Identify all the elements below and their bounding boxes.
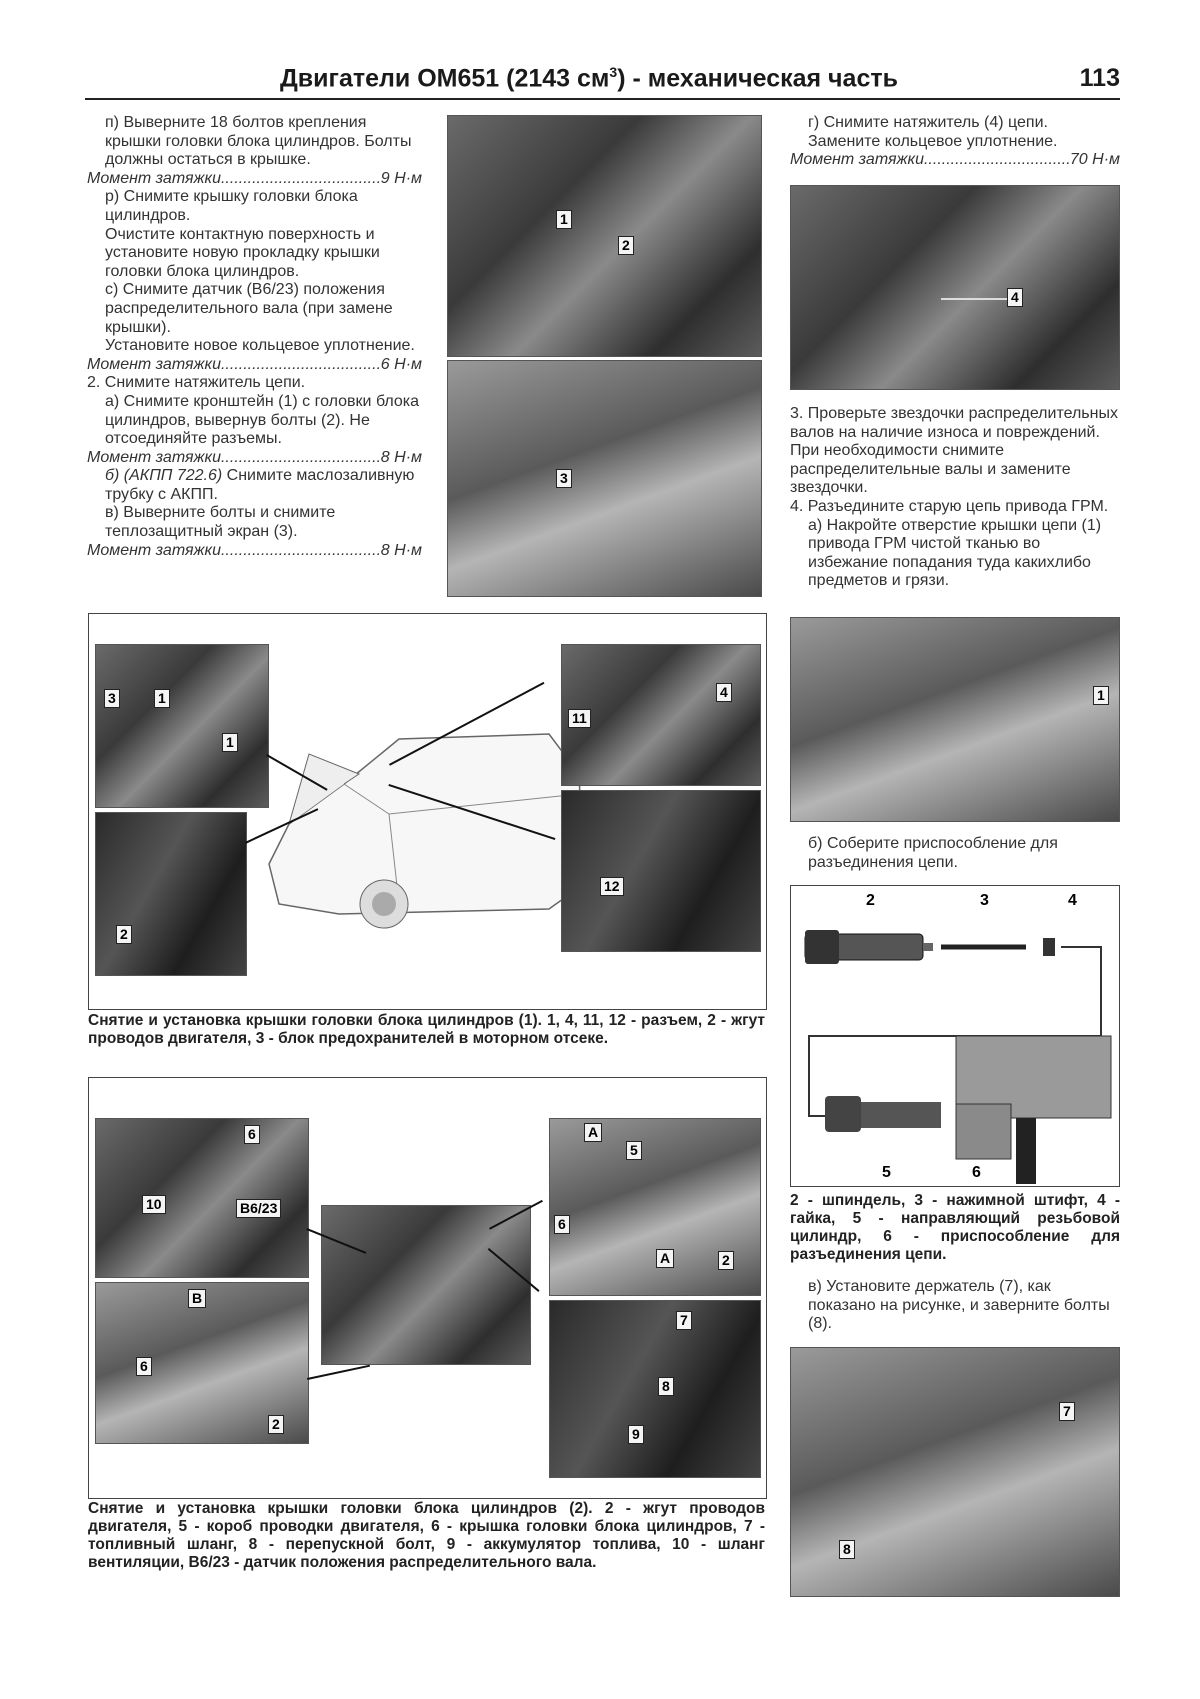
photo-connector-top <box>561 644 761 786</box>
right-text-bottom <box>790 1278 1120 1334</box>
photo-timing-chain <box>790 617 1120 822</box>
callout-8: 8 <box>658 1377 674 1396</box>
callout-a: A <box>656 1249 674 1268</box>
callout-5: 5 <box>626 1141 642 1160</box>
step-2b: б) (АКПП 722.6) Снимите маслозаливную трубку с АКПП. <box>105 467 415 503</box>
chain-tool-illustration <box>791 886 1119 1186</box>
photo-holder <box>790 1347 1120 1597</box>
callout-b: B <box>188 1289 206 1308</box>
photo-tensioner <box>790 185 1120 390</box>
callout-2: 2 <box>618 236 634 255</box>
photo-connector-bottom <box>561 790 761 952</box>
torque-spec: Момент затяжки ..... 8 Н·м <box>87 542 422 561</box>
callout-6: 6 <box>244 1125 260 1144</box>
step-r-note: Очистите контактную поверхность и установите новую прокладку крышки головки блока цилиндров. <box>105 225 380 280</box>
photo-fuse-box <box>95 644 269 808</box>
step-s-note: Установите новое кольцевое уплотнение. <box>105 337 415 355</box>
callout-8: 8 <box>839 1540 855 1559</box>
step-3: 3. Проверьте звездочки распределительных валов на наличие износа и повреждений. При необходимости снимите распределительные валы и замените звездочки. <box>790 405 1118 497</box>
photo-heat-shield <box>447 360 762 597</box>
photo-cover-b <box>95 1282 309 1444</box>
callout-1: 1 <box>154 689 170 708</box>
callout-3: 3 <box>104 689 120 708</box>
callout-6: 6 <box>554 1215 570 1234</box>
right-text-top <box>790 114 1120 170</box>
callout-3: 3 <box>556 469 572 488</box>
callout-1: 1 <box>556 210 572 229</box>
step-2: 2. Снимите натяжитель цепи. <box>87 374 306 392</box>
callout-9: 9 <box>628 1425 644 1444</box>
callout-2: 2 <box>718 1251 734 1270</box>
photo-wiring-duct <box>549 1118 761 1296</box>
callout-12: 12 <box>600 877 624 896</box>
photo-engine-overview <box>321 1205 531 1365</box>
figure-2-caption: Снятие и установка крышки головки блока цилиндров (2). 2 - жгут проводов двигателя, 5 - короб проводки двигателя, 6 - крышка головки блока цилиндров, 7 - топливный шланг, 8 - перепускной болт, 9 - аккумулятор топлива, 10 - шланг вентиляции, B6/23 - датчик положения распределительного вала. <box>88 1500 765 1571</box>
step-4b: б) Соберите приспособление для разъединения цепи. <box>808 835 1058 871</box>
torque-spec: Момент затяжки ..... 70 Н·м <box>790 151 1120 170</box>
step-4: 4. Разъедините старую цепь привода ГРМ. <box>790 497 1109 515</box>
right-text-mid <box>790 405 1120 591</box>
torque-spec: Момент затяжки ..... 9 Н·м <box>87 170 422 189</box>
callout-4: 4 <box>1068 892 1077 909</box>
step-4v: в) Установите держатель (7), как показано на рисунке, и заверните болты (8). <box>808 1278 1110 1333</box>
callout-7: 7 <box>676 1311 692 1330</box>
photo-bracket <box>447 115 762 357</box>
left-text-column <box>87 114 422 560</box>
callout-b623: B6/23 <box>236 1199 281 1218</box>
photo-harness <box>95 812 247 976</box>
torque-spec: Момент затяжки ..... 6 Н·м <box>87 356 422 375</box>
callout-4: 4 <box>1007 288 1023 307</box>
callout-10: 10 <box>142 1195 166 1214</box>
step-r: р) Снимите крышку головки блока цилиндров. <box>105 188 358 224</box>
callout-7: 7 <box>1059 1402 1075 1421</box>
callout-4: 4 <box>716 683 732 702</box>
tool-caption: 2 - шпиндель, 3 - нажимной штифт, 4 - гайка, 5 - направляющий резьбовой цилиндр, 6 - приспособление для разъединения цепи. <box>790 1192 1120 1263</box>
right-text-tool <box>790 835 1120 872</box>
step-2a: а) Снимите кронштейн (1) с головки блока цилиндров, вывернув болты (2). Не отсоединяйте разъемы. <box>105 392 420 448</box>
step-2c: в) Выверните болты и снимите теплозащитный экран (3). <box>105 504 336 541</box>
page-number: 113 <box>1079 64 1120 92</box>
callout-2: 2 <box>866 892 875 909</box>
callout-5: 5 <box>882 1164 891 1181</box>
step-p: п) Выверните 18 болтов крепления крышки головки блока цилиндров. Болты должны остаться в крышке. <box>105 114 412 169</box>
figure-2 <box>88 1077 767 1499</box>
callout-6: 6 <box>972 1164 981 1181</box>
callout-6: 6 <box>136 1357 152 1376</box>
step-g: г) Снимите натяжитель (4) цепи. Замените кольцевое уплотнение. <box>808 114 1058 150</box>
callout-2: 2 <box>268 1415 284 1434</box>
callout-1: 1 <box>1093 686 1109 705</box>
callout-11: 11 <box>568 709 591 728</box>
callout-3: 3 <box>980 892 989 909</box>
figure-1 <box>88 613 767 1010</box>
step-s: с) Снимите датчик (B6/23) положения распределительного вала (при замене крышки). <box>105 281 393 336</box>
page-header <box>85 58 1120 100</box>
step-4a: а) Накройте отверстие крышки цепи (1) привода ГРМ чистой тканью во избежание попадания туда какихлибо предметов и грязи. <box>808 516 1102 590</box>
photo-fuel-line <box>549 1300 761 1478</box>
photo-vent-hose <box>95 1118 309 1278</box>
figure-1-caption: Снятие и установка крышки головки блока цилиндров (1). 1, 4, 11, 12 - разъем, 2 - жгут проводов двигателя, 3 - блок предохранителей в моторном отсеке. <box>88 1012 765 1047</box>
callout-a: A <box>584 1123 602 1142</box>
torque-spec: Момент затяжки ..... 8 Н·м <box>87 449 422 468</box>
callout-1: 1 <box>222 733 238 752</box>
page-title: Двигатели OM651 (2143 $см^3$) - механическая часть <box>280 64 898 93</box>
tool-diagram <box>790 885 1120 1187</box>
callout-2: 2 <box>116 925 132 944</box>
